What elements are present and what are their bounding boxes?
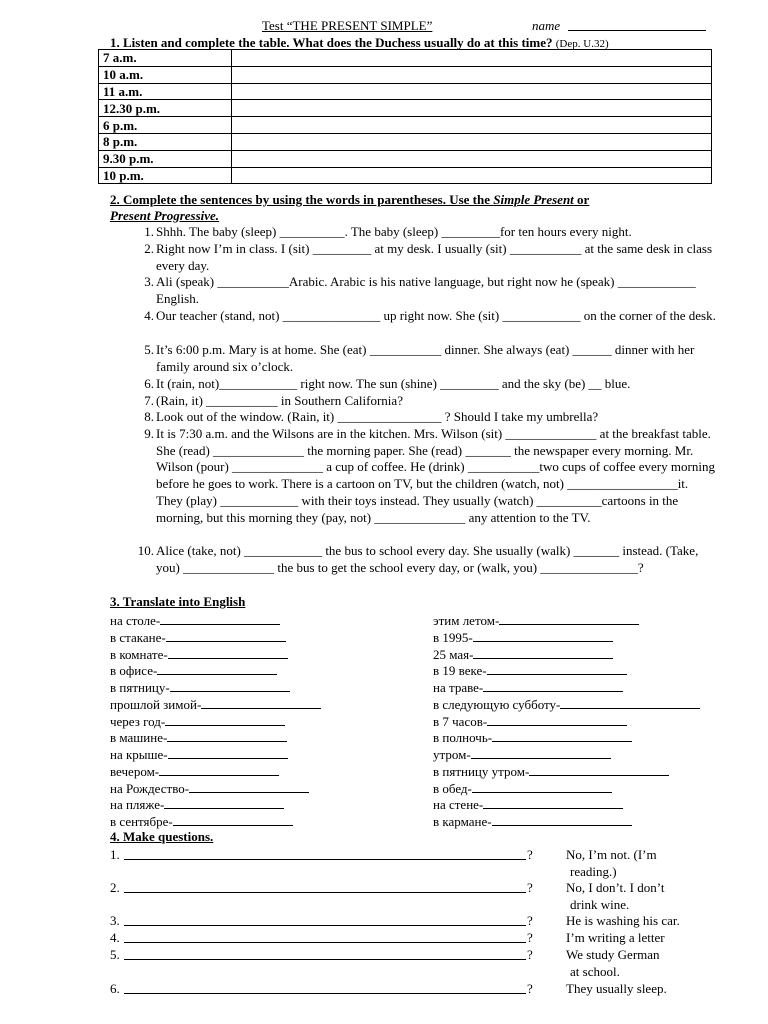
question-answer-cont: drink wine. [570,897,630,912]
schedule-row [99,150,712,167]
translate-right-word: в 7 часов- [433,713,488,729]
answer-blank[interactable] [492,813,632,826]
translate-right-item[interactable] [433,646,613,663]
translate-left-item[interactable] [110,646,288,663]
translate-left-item[interactable] [110,796,284,813]
translate-left-word: на Рождество- [110,780,190,796]
translate-right-item[interactable] [433,696,700,713]
answer-blank[interactable] [160,612,280,625]
answer-blank[interactable] [487,662,627,675]
answer-blank[interactable] [167,729,287,742]
sentence-text[interactable]: Alice (take, not) ____________ the bus to school every day. She usually (walk) _______ instead. (Take, you) ______________ the bus to get the school every day, or (walk, you) _______________? [156,543,699,575]
translate-left-item[interactable] [110,662,277,679]
schedule-row [99,117,712,134]
translate-left-item[interactable] [110,713,285,730]
answer-blank[interactable] [165,713,285,726]
question-number: 6. [110,981,120,996]
translate-right-word: в пятницу утром- [433,763,530,779]
translate-left-word: прошлой зимой- [110,696,202,712]
translate-left-word: в комнате- [110,646,168,662]
answer-blank[interactable] [472,780,612,793]
translate-right-word: в полночь- [433,730,493,746]
schedule-time: 10 a.m. [99,66,232,83]
schedule-table [98,49,712,184]
name-field-line[interactable] [568,30,706,31]
answer-blank[interactable] [157,662,277,675]
sentence-text[interactable]: It is 7:30 a.m. and the Wilsons are in the kitchen. Mrs. Wilson (sit) ______________ at the breakfast table. She (read) ______________ the morning paper. She (read) _______ the newspaper every morning. Mr. Wilson (pour) ______________ a cup of coffee. He (drink) ___________two cups of coffee every morning before he goes to work. There is a cartoon on TV, but the children (watch, not) _________________it. They (play) ____________ with their toys instead. They usually (watch) __________cartoons in the morning, but this morning they (pay, not) ______________ any attention to the TV. [156,426,715,525]
task1-heading-text: 1. Listen and complete the table. What does the Duchess usually do at this time? [110,35,553,50]
schedule-time: 9.30 p.m. [99,150,232,167]
schedule-answer-cell[interactable] [232,83,712,100]
question-mark: ? [527,880,533,895]
translate-right-item[interactable] [433,629,613,646]
translate-left-word: в пятницу- [110,680,170,695]
task2-heading-a: 2. Complete the sentences by using the words in parentheses. Use the [110,192,494,207]
question-mark: ? [527,981,533,996]
schedule-row [99,100,712,117]
task2-heading-b: or [573,192,590,207]
translate-right-item[interactable] [433,796,623,813]
translate-left-word: на столе- [110,613,161,628]
schedule-time: 7 a.m. [99,50,232,67]
task2-heading-line2: Present Progressive. [110,208,220,223]
translate-right-item[interactable] [433,813,632,830]
sentence-text[interactable]: Look out of the window. (Rain, it) ________________ ? Should I take my umbrella? [156,409,599,424]
translate-right-item[interactable] [433,746,611,763]
schedule-time: 6 p.m. [99,117,232,134]
translate-left-word: в сентябре- [110,814,173,829]
question-answer: No, I’m not. (I’m [566,847,657,862]
translate-right-item[interactable] [433,679,623,696]
name-label: name [532,18,561,33]
answer-blank[interactable] [201,696,321,709]
task4-heading: 4. Make questions. [110,829,214,844]
schedule-row [99,50,712,67]
schedule-row [99,167,712,184]
schedule-time: 12.30 p.m. [99,100,232,117]
sentence-number: 2. [144,241,154,256]
translate-left-word: в стакане- [110,629,166,645]
question-number: 5. [110,947,120,962]
answer-blank[interactable] [168,646,288,659]
translate-right-word: утром- [433,747,471,762]
question-answer: I’m writing a letter [566,930,665,945]
translate-left-word: в офисе- [110,663,158,679]
translate-left-item[interactable] [110,729,287,746]
question-mark: ? [527,930,533,945]
question-answer-line[interactable] [124,892,526,893]
sentence-text[interactable]: Shhh. The baby (sleep) __________. The baby (sleep) _________for ten hours every night. [156,224,632,239]
task2-heading-i1: Simple Present [493,192,574,207]
translate-right-item[interactable] [433,612,639,629]
question-answer-line[interactable] [124,942,526,943]
test-title [262,17,432,34]
sentence-text[interactable]: It’s 6:00 p.m. Mary is at home. She (eat) ___________ dinner. She always (eat) ______ dinner with her family around six o’clock. [156,342,695,374]
answer-blank[interactable] [159,763,279,776]
translate-right-word: в 19 веке- [433,663,487,679]
translate-right-item[interactable] [433,780,612,797]
answer-blank[interactable] [483,679,623,692]
translate-left-item[interactable] [110,629,286,646]
translate-left-item[interactable] [110,746,288,763]
translate-left-item[interactable] [110,763,279,780]
answer-blank[interactable] [529,763,669,776]
translate-right-word: в следующую субботу- [433,696,561,712]
schedule-answer-cell[interactable] [232,117,712,134]
answer-blank[interactable] [471,746,611,759]
translate-right-item[interactable] [433,713,627,730]
translate-right-word: этим летом- [433,613,500,628]
schedule-row [99,133,712,150]
question-answer-line[interactable] [124,859,526,860]
question-mark: ? [527,947,533,962]
question-answer: They usually sleep. [566,981,667,996]
task3-heading: 3. Translate into English [110,594,246,609]
translate-right-word: 25 мая- [433,646,474,662]
schedule-answer-cell[interactable] [232,133,712,150]
question-answer: We study German [566,947,660,962]
sentence-number: 4. [144,308,154,323]
schedule-answer-cell[interactable] [232,66,712,83]
question-answer-line[interactable] [124,959,526,960]
schedule-time: 10 p.m. [99,167,232,184]
answer-blank[interactable] [560,696,700,709]
schedule-row [99,66,712,83]
question-answer: No, I don’t. I don’t [566,880,665,895]
sentence-text[interactable]: Our teacher (stand, not) _______________ up right now. She (sit) ____________ on the corner of the desk. [156,308,716,323]
answer-blank[interactable] [483,796,623,809]
schedule-answer-cell[interactable] [232,150,712,167]
translate-right-word: в 1995- [433,629,473,645]
answer-blank[interactable] [487,713,627,726]
sentence-number: 3. [144,274,154,289]
translate-left-word: в машине- [110,730,168,746]
schedule-row [99,83,712,100]
answer-blank[interactable] [473,646,613,659]
question-mark: ? [527,847,533,862]
translate-right-item[interactable] [433,763,669,780]
sentence-number: 7. [144,393,154,408]
task1-ref: (Dep. U.32) [555,38,609,50]
answer-blank[interactable] [168,746,288,759]
answer-blank[interactable] [473,629,613,642]
translate-right-word: в кармане- [433,814,492,829]
question-number: 2. [110,880,120,895]
translate-right-word: в обед- [433,780,472,796]
question-answer-cont: at school. [570,964,620,979]
schedule-answer-cell[interactable] [232,167,712,184]
sentence-number: 1. [144,224,154,239]
translate-right-item[interactable] [433,662,627,679]
sentence-number: 6. [144,376,154,391]
translate-left-word: на пляже- [110,797,165,813]
question-number: 3. [110,913,120,928]
schedule-time: 8 p.m. [99,133,232,150]
translate-left-item[interactable] [110,679,290,696]
schedule-answer-cell[interactable] [232,100,712,117]
sentence-number: 9. [144,426,154,441]
sentence-number: 10. [137,543,154,558]
answer-blank[interactable] [189,780,309,793]
translate-left-item[interactable] [110,780,309,797]
sentence-text[interactable]: Right now I’m in class. I (sit) _________ at my desk. I usually (sit) ___________ at the same desk in class every day. [156,241,713,273]
translate-left-word: через год- [110,713,166,729]
sentence-text[interactable]: It (rain, not)____________ right now. The sun (shine) _________ and the sky (be) __ blue. [156,376,631,391]
question-number: 4. [110,930,120,945]
sentence-text[interactable]: Ali (speak) ___________Arabic. Arabic is his native language, but right now he (speak) ____________ English. [156,274,696,306]
answer-blank[interactable] [492,729,632,742]
answer-blank[interactable] [166,629,286,642]
answer-blank[interactable] [164,796,284,809]
translate-left-word: вечером- [110,763,160,779]
translate-right-item[interactable] [433,729,632,746]
sentence-text[interactable]: (Rain, it) ___________ in Southern California? [156,393,403,408]
answer-blank[interactable] [499,612,639,625]
question-answer: He is washing his car. [566,913,680,928]
answer-blank[interactable] [170,679,290,692]
sentence-number: 8. [144,409,154,424]
translate-left-word: на крыше- [110,747,168,762]
translate-right-word: на стене- [433,797,484,813]
sentence-number: 5. [144,342,154,357]
translate-left-item[interactable] [110,696,321,713]
translate-right-word: на траве- [433,680,484,695]
question-number: 1. [110,847,120,862]
answer-blank[interactable] [173,813,293,826]
question-answer-line[interactable] [124,925,526,926]
question-answer-line[interactable] [124,993,526,994]
task2-heading [110,191,589,208]
schedule-answer-cell[interactable] [232,50,712,67]
question-mark: ? [527,913,533,928]
question-answer-cont: reading.) [570,864,617,879]
test-title-text: Test “THE PRESENT SIMPLE” [262,18,433,33]
translate-left-item[interactable] [110,612,280,629]
schedule-time: 11 a.m. [99,83,232,100]
